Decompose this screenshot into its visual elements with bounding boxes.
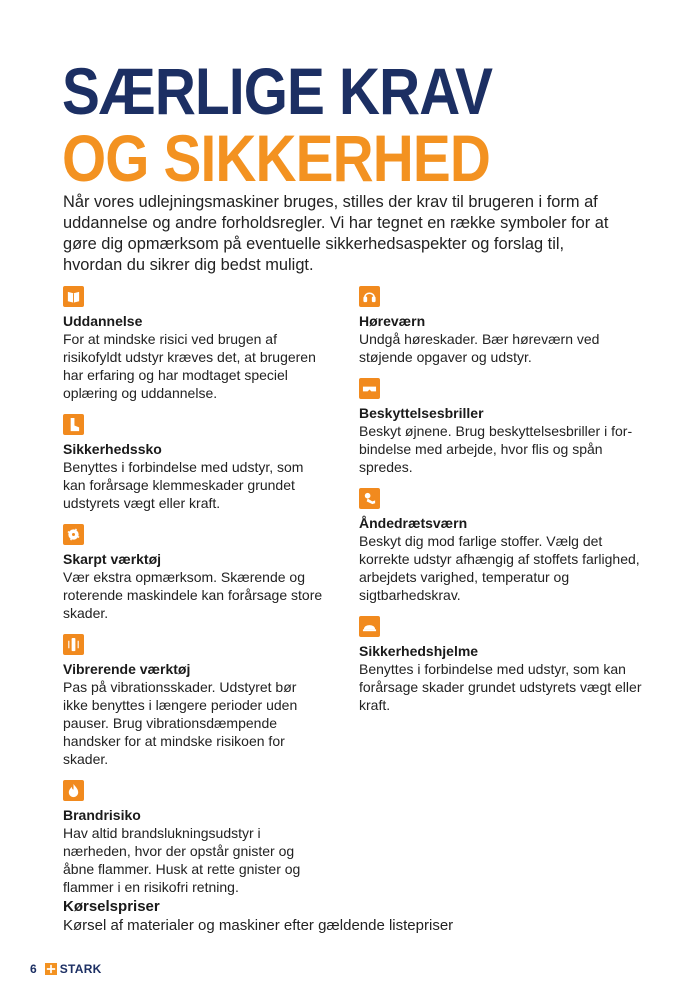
item-skarpt-vaerktoj xyxy=(63,524,323,622)
item-title: Uddannelse xyxy=(63,313,143,329)
book-icon xyxy=(63,286,84,307)
page-title-line-2: OG SIKKERHED xyxy=(62,121,491,195)
item-text: Benyttes i forbindelse med udstyr, som kan forårsage klemmeskader grundet udstyrets vægt eller kraft. xyxy=(63,459,304,511)
hard-hat-icon xyxy=(359,616,380,637)
item-title: Sikkerhedshjelme xyxy=(359,643,479,659)
item-text: Hav altid brandslukningsudstyr i nærheden, hvor der opstår gnister og åbne flammer. Husk at rette gnister og flammer i en risikofri retning. xyxy=(63,825,301,895)
item-beskyttelsesbriller xyxy=(359,378,649,476)
item-text: Undgå høreskader. Bær høreværn ved støjende opgaver og udstyr. xyxy=(359,331,600,365)
right-column xyxy=(359,286,649,726)
stark-logo xyxy=(45,962,102,976)
item-text: Pas på vibrationsskader. Udstyret bør ikke benyttes i længere perioder uden pauser. Brug vibrationsdæmpende handsker for at mindske risikoen for skader. xyxy=(63,679,298,767)
page-title-line-1: SÆRLIGE KRAV xyxy=(62,54,493,128)
safety-goggles-icon xyxy=(359,378,380,399)
respirator-icon xyxy=(359,488,380,509)
logo-mark-icon xyxy=(45,963,57,975)
logo-text: STARK xyxy=(59,962,102,976)
item-title: Sikkerhedssko xyxy=(63,441,162,457)
item-title: Beskyttelsesbriller xyxy=(359,405,484,421)
item-title: Skarpt værktøj xyxy=(63,551,162,567)
driving-prices-section xyxy=(63,897,653,935)
intro-paragraph: Når vores udlejningsmaskiner bruges, stilles der krav til brugeren i form af uddannelse og andre forholdsregler. Vi har tegnet en række symboler for at gøre dig opmærksom på eventuelle sikkerhedsaspekter og forslag til, hvordan du sikrer dig bedst muligt. xyxy=(63,193,609,274)
item-title: Vibrerende værktøj xyxy=(63,661,191,677)
item-brandrisiko xyxy=(63,780,323,896)
vibration-tool-icon xyxy=(63,634,84,655)
item-text: Vær ekstra opmærksom. Skærende og roterende maskindele kan forårsage store skader. xyxy=(63,569,323,621)
left-column xyxy=(63,286,323,908)
item-horevaern xyxy=(359,286,649,366)
fire-icon xyxy=(63,780,84,801)
item-title: Brandrisiko xyxy=(63,807,141,823)
page-number: 6 xyxy=(30,962,37,976)
item-text: Beskyt dig mod farlige stoffer. Vælg det korrekte udstyr afhængig af stoffets farlighed, arbejdets varighed, temperatur og sigtbarhedskrav. xyxy=(359,533,640,603)
section-title: Kørselspriser xyxy=(63,898,160,915)
saw-blade-icon xyxy=(63,524,84,545)
item-text: Benyttes i forbindelse med udstyr, som kan forårsage skader grundet udstyrets vægt eller kraft. xyxy=(359,661,642,713)
item-sikkerhedshjelme xyxy=(359,616,649,714)
item-uddannelse xyxy=(63,286,323,402)
page-footer xyxy=(30,962,102,976)
ear-protection-icon xyxy=(359,286,380,307)
section-text: Kørsel af materialer og maskiner efter gældende listepriser xyxy=(63,917,454,934)
item-andedraetsvaern xyxy=(359,488,649,604)
item-sikkerhedssko xyxy=(63,414,323,512)
item-text: For at mindske risici ved brugen af risikofyldt udstyr kræves det, at brugeren har erfaring og har modtaget speciel oplæring og uddannelse. xyxy=(63,331,316,401)
boot-icon xyxy=(63,414,84,435)
item-vibrerende-vaerktoj xyxy=(63,634,323,768)
item-title: Åndedrætsværn xyxy=(359,515,468,531)
item-title: Høreværn xyxy=(359,313,426,329)
item-text: Beskyt øjnene. Brug beskyttelsesbriller i for-bindelse med arbejde, hvor flis og spån spredes. xyxy=(359,423,633,475)
